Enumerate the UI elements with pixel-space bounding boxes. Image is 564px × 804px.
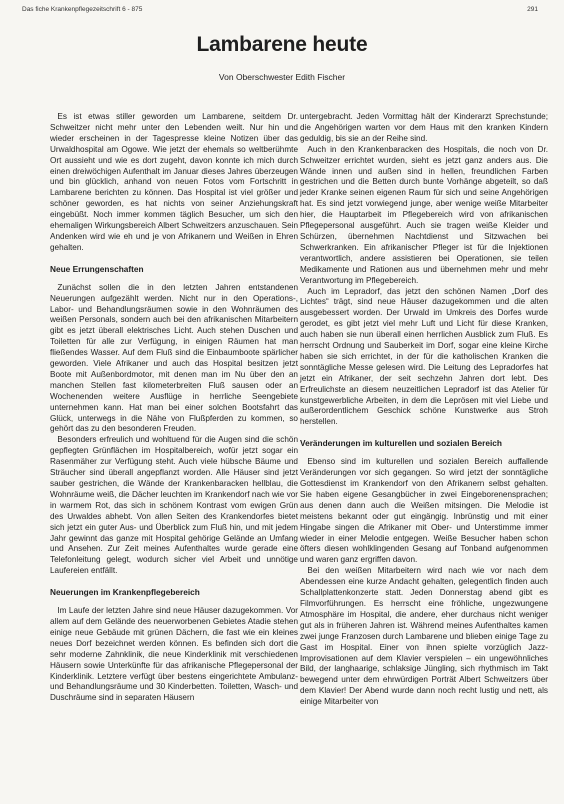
paragraph: Bei den weißen Mitarbeitern wird nach wie vor nach dem Abendessen eine kurze Andacht gehalten, gelegentlich finden auch Schallplattenkonzerte statt. Jeden Donnerstag abend gibt es Filmvorführungen. Es herrscht eine fröhliche, ungezwungene Atmosphäre im Hospital, die andere, eher durchaus nicht weniger gut als in früheren Jahren ist. Während meines Aufenthaltes kamen zwei junge Franzosen durch Lambarene und blieben einige Tage zu Gast im Hospital. Einer von ihnen spielte vorzüglich Jazz-Improvisationen auf dem Klavier verspielen – ein ungewöhnliches Bild, der langhaarige, schlaksige Jüngling, sich rhythmisch im Takt bewegend unter dem ehrwürdigen Porträt Albert Schweitzers über dem Klavier! Der Abend wurde dann noch recht lustig und nett, als einige Mitarbeiter von (300, 566, 548, 707)
paragraph: Es ist etwas stiller geworden um Lambarene, seitdem Dr. Schweitzer nicht mehr unter den Lebenden weilt. Nur hin und wieder erscheinen in der Tagespresse kleine Notizen über das Urwaldhospital am Ogowe. Wie jetzt der ehemals so weltberühmte Ort aussieht und wie es dort zugeht, davon konnte ich mich durch einen dreiwöchigen Aufenthalt im Januar dieses Jahres überzeugen und bin glücklich, anhand von neuen Fotos vom Fortschritt in Lambarene berichten zu können. Das Hospital ist viel größer und schöner geworden, es hat nichts von seiner Anziehungskraft eingebüßt. Noch immer kommen täglich Besucher, um sich den ehemaligen Wirkungsbereich Albert Schweitzers anzuschauen. Sein Andenken wird wie eh und je von Afrikanern und Weißen in Ehren gehalten. (50, 112, 298, 252)
paragraph: Ebenso sind im kulturellen und sozialen Bereich auffallende Veränderungen vor sich gegangen. So wird jetzt der sonntägliche Gottesdienst im Krankendorf von den Afrikanern selbst gehalten. Sie haben eigene Gesangbücher in zwei Eingeborenensprachen; aus denen dann auch die Weißen mitsingen. Die Melodie ist meistens bekannt oder gut eingängig. Inbrünstig und mit einer Hingabe singen die Afrikaner mit Ober- und Unterstimme immer wieder in einer Melodie entgegen. Weiße Besucher haben schon öfters diesen wohlklingenden Gesang auf Tonband aufgenommen und waren ganz ergriffen davon. (300, 457, 548, 565)
paragraph: Auch in den Krankenbaracken des Hospitals, die noch von Dr. Schweitzer errichtet wurden, sieht es jetzt ganz anders aus. Die Wände innen und außen sind in hellen, freundlichen Farben gestrichen und die Betten durch bunte Vorhänge abgeteilt, so daß jeder Kranke seinen eigenen Raum für sich und seine Angehörigen hat. Es sind jetzt vorwiegend junge, aber wenige weiße Mitarbeiter hier, die Hauptarbeit im Pflegebereich wird von afrikanischen Pflegepersonal ausgeführt. Auch sie tragen weiße Kleider und Schürzen, übernehmen Nachtdienst und Sitzwachen bei Schwerkranken. Ein afrikanischer Pfleger ist für die Injektionen verantwortlich, andere assistieren bei Operationen, sie teilen Medikamente und Rationen aus und übernehmen mehr und mehr Verantwortung im Pflegebereich. (300, 144, 548, 285)
article-byline: Von Oberschwester Edith Fischer (218, 72, 346, 82)
section-heading: Veränderungen im kulturellen und sozialen Bereich (300, 438, 502, 449)
header-journal: Das fiche Krankenpflegezeitschrift 6 - 875 (22, 6, 143, 13)
article-title: Lambarene heute (196, 33, 368, 56)
paragraph: Auch im Lepradorf, das jetzt den schönen Namen „Dorf des Lichtes“ trägt, sind neue Häuser dazugekommen und die alten ausgebessert worden. Der Urwald im Umkreis des Dorfes wurde gerodet, es gibt jetzt viel mehr Luft und Licht für diese Kranken, auch haben sie nun überall einen herrlichen Ausblick zum Fluß. Es herrscht Ordnung und Sauberkeit im Dorf, sogar eine kleine Kirche haben sie sich errichtet, in der für die katholischen Kranken die sonntägliche Messe gelesen wird. Die Leitung des Lepradorfes hat jetzt ein Afrikaner, der seit sechzehn Jahren dort lebt. Des Erfreulichste an diesem neuzeitlichen Lepradorf ist das Atelier für kunstgewerbliche Arbeiten, in dem die Leprösen mit viel Liebe und außerordentlichem Geschick schöne Kunstwerke aus Stroh herstellen. (300, 286, 548, 427)
page-number: 291 (527, 6, 538, 13)
left-column (50, 112, 298, 704)
paragraph: Im Laufe der letzten Jahre sind neue Häuser dazugekommen. Vor allem auf dem Gelände des neuerworbenen Gebietes Atadie stehen einige neue Gebäude mit grünen Dächern, die fast wie ein kleines neues Dorf bezeichnet werden können. Es befinden sich dort die sehr moderne Zahnklinik, die neue Kinderklinik mit verschiedenen Häusern sowie Unterkünfte für das afrikanische Pflegepersonal der Kinderklinik. Letztere verfügt über bestens eingerichtete Ambulanz- und Behandlungsräume und 30 Kinderbetten. Toiletten, Wasch- und Duschräume sind in separaten Häusern (50, 606, 298, 703)
running-header (22, 6, 538, 13)
section-heading: Neue Errungenschaften (50, 263, 144, 274)
paragraph: Besonders erfreulich und wohltuend für die Augen sind die schön gepflegten Grünflächen im Hospitalbereich, wofür jetzt sogar ein Rasenmäher zur Verfügung steht. Auch viele hübsche Bäume und Sträucher sind überall angepflanzt worden. Alle Häuser sind jetzt sauber gestrichen, die Wände der Krankenbaracken hellblau, die Wohnräume weiß, die Dächer leuchten im Krankendorf nach wie vor in warmem Rot, das sich in schönem Kontrast vom ewigen Grün des Urwaldes abhebt. Von allen Seiten des Krankendorfes bietet sich jetzt ein guter Aus- und Überblick zum Fluß hin, und mit jedem Jahr gewinnt das ganze mit Hospital gehörige Gelände an Umfang und Ansehen. Zur Zeit meines Aufenthaltes wurde gerade eine Telefonleitung gelegt, wodurch sicher viel Arbeit und unnötige Laufereien entfällt. (50, 435, 298, 576)
section-heading: Neuerungen im Krankenpflegebereich (50, 587, 200, 598)
right-column (300, 112, 548, 708)
paragraph: untergebracht. Jeden Vormittag hält der Kinderarzt Sprechstunde; die Angehörigen warten vor dem Haus mit den kranken Kindern geduldig, bis sie an der Reihe sind. (300, 112, 548, 143)
paragraph: Zunächst sollen die in den letzten Jahren entstandenen Neuerungen aufgezählt werden. Nicht nur in den Operations-, Labor- und Behandlungsräumen sowie in den Wohnräumen des weißen Personals, sondern auch bei den afrikanischen Mitarbeitern gibt es jetzt überall elektrisches Licht. Auch stehen Duschen und Toiletten für alle zur Verfügung, in einigen Räumen hat man fließendes Wasser. Auf dem Fluß sind die Einbaumboote spärlicher geworden. Viele Afrikaner und auch das Hospital besitzen jetzt Boote mit Außenbordmotor, mit denen man im Nu über den an manchen Stellen fast kilometerbreiten Fluß sausen oder an Wochenenden weitere Ausflüge in herrliche Seengebiete unternehmen kann. Hat man bei einer solchen Bootsfahrt das Glück, unterwegs in die Nähe von Flußpferden zu kommen, so gehört das zu den besonderen Freuden. (50, 282, 298, 434)
